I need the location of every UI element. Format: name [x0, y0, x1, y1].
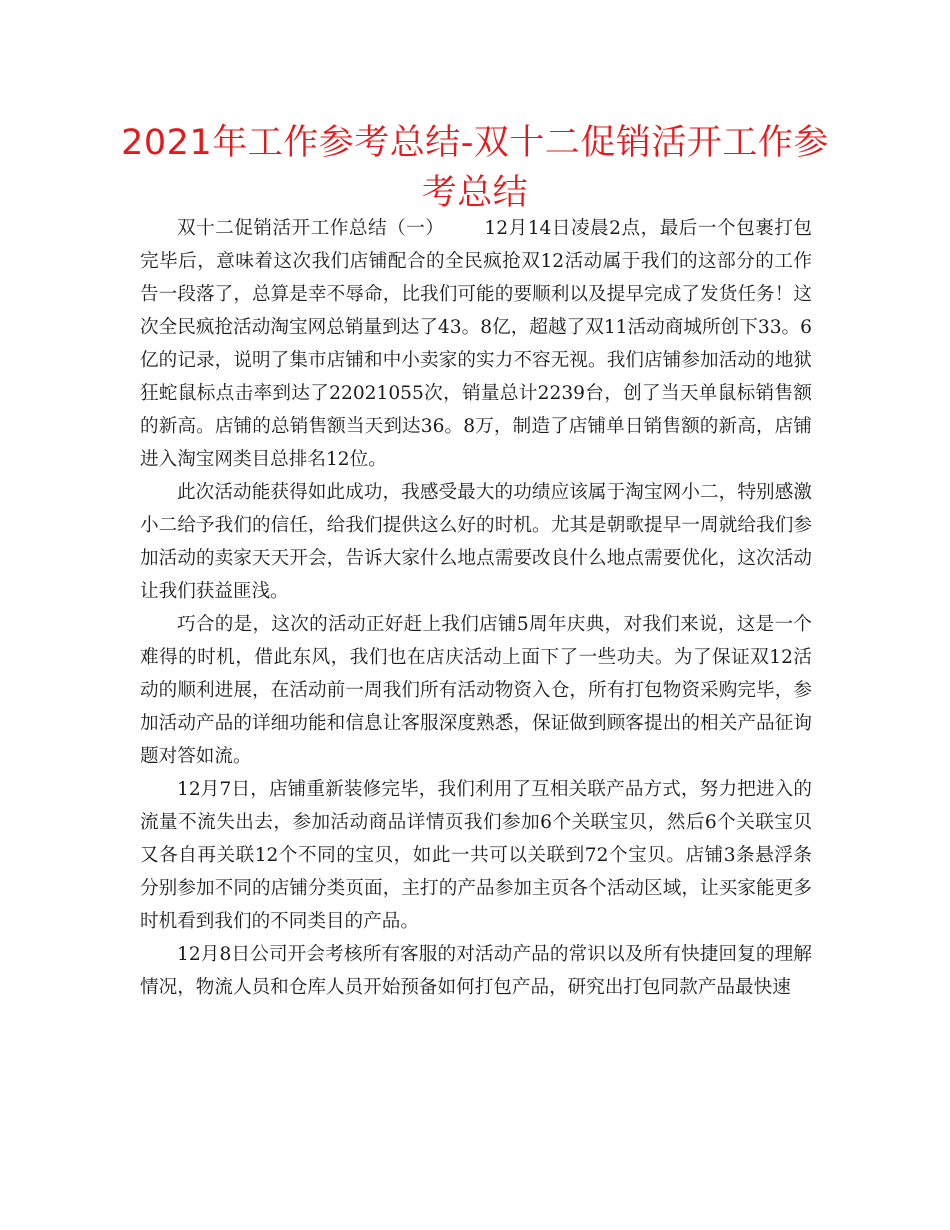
paragraph-3 — [140, 608, 812, 773]
document-body — [140, 212, 812, 1004]
paragraph-text: 巧合的是，这次的活动正好赶上我们店铺5周年庆典，对我们来说，这是一个难得的时机，借此东风，我们也在店庆活动上面下了一些功夫。为了保证双12活动的顺利进展，在活动前一周我们所有活动物资入仓，所有打包物资采购完毕，参加活动产品的详细功能和信息让客服深度熟悉，保证做到顾客提出的相关产品征询题对答如流。 — [140, 614, 812, 767]
paragraph-text: 12月14日凌晨2点，最后一个包裹打包完毕后，意味着这次我们店铺配合的全民疯抢双12活动属于我们的这部分的工作告一段落了，总算是幸不辱命，比我们可能的要顺利以及提早完成了发货任务！这次全民疯抢活动淘宝网总销量到达了43。8亿，超越了双11活动商城所创下33。6亿的记录，说明了集市店铺和中小卖家的实力不容无视。我们店铺参加活动的地狱狂蛇鼠标点击率到达了22021055次，销量总计2239台，创了当天单鼠标销售额的新高。店铺的总销售额当天到达36。8万，制造了店铺单日销售额的新高，店铺进入淘宝网类目总排名12位。 — [140, 218, 812, 470]
paragraph-1 — [140, 212, 812, 476]
paragraph-text: 此次活动能获得如此成功，我感受最大的功绩应该属于淘宝网小二，特别感激小二给予我们的信任，给我们提供这么好的时机。尤其是朝歌提早一周就给我们参加活动的卖家天天开会，告诉大家什么地点需要改良什么地点需要优化，这次活动让我们获益匪浅。 — [140, 482, 812, 602]
section-heading: 双十二促销活开工作总结（一） — [177, 218, 445, 239]
paragraph-4 — [140, 773, 812, 938]
document-title: 2021年工作参考总结-双十二促销活开工作参考总结 — [121, 123, 829, 213]
paragraph-2 — [140, 476, 812, 608]
paragraph-5 — [140, 938, 812, 1004]
paragraph-text: 12月7日，店铺重新装修完毕，我们利用了互相关联产品方式，努力把进入的流量不流失出去，参加活动商品详情页我们参加6个关联宝贝，然后6个关联宝贝又各自再关联12个不同的宝贝，如此一共可以关联到72个宝贝。店铺3条悬浮条分别参加不同的店铺分类页面，主打的产品参加主页各个活动区域，让买家能更多时机看到我们的不同类目的产品。 — [140, 779, 812, 932]
paragraph-text: 12月8日公司开会考核所有客服的对活动产品的常识以及所有快捷回复的理解情况，物流人员和仓库人员开始预备如何打包产品，研究出打包同款产品最快速 — [140, 944, 812, 998]
